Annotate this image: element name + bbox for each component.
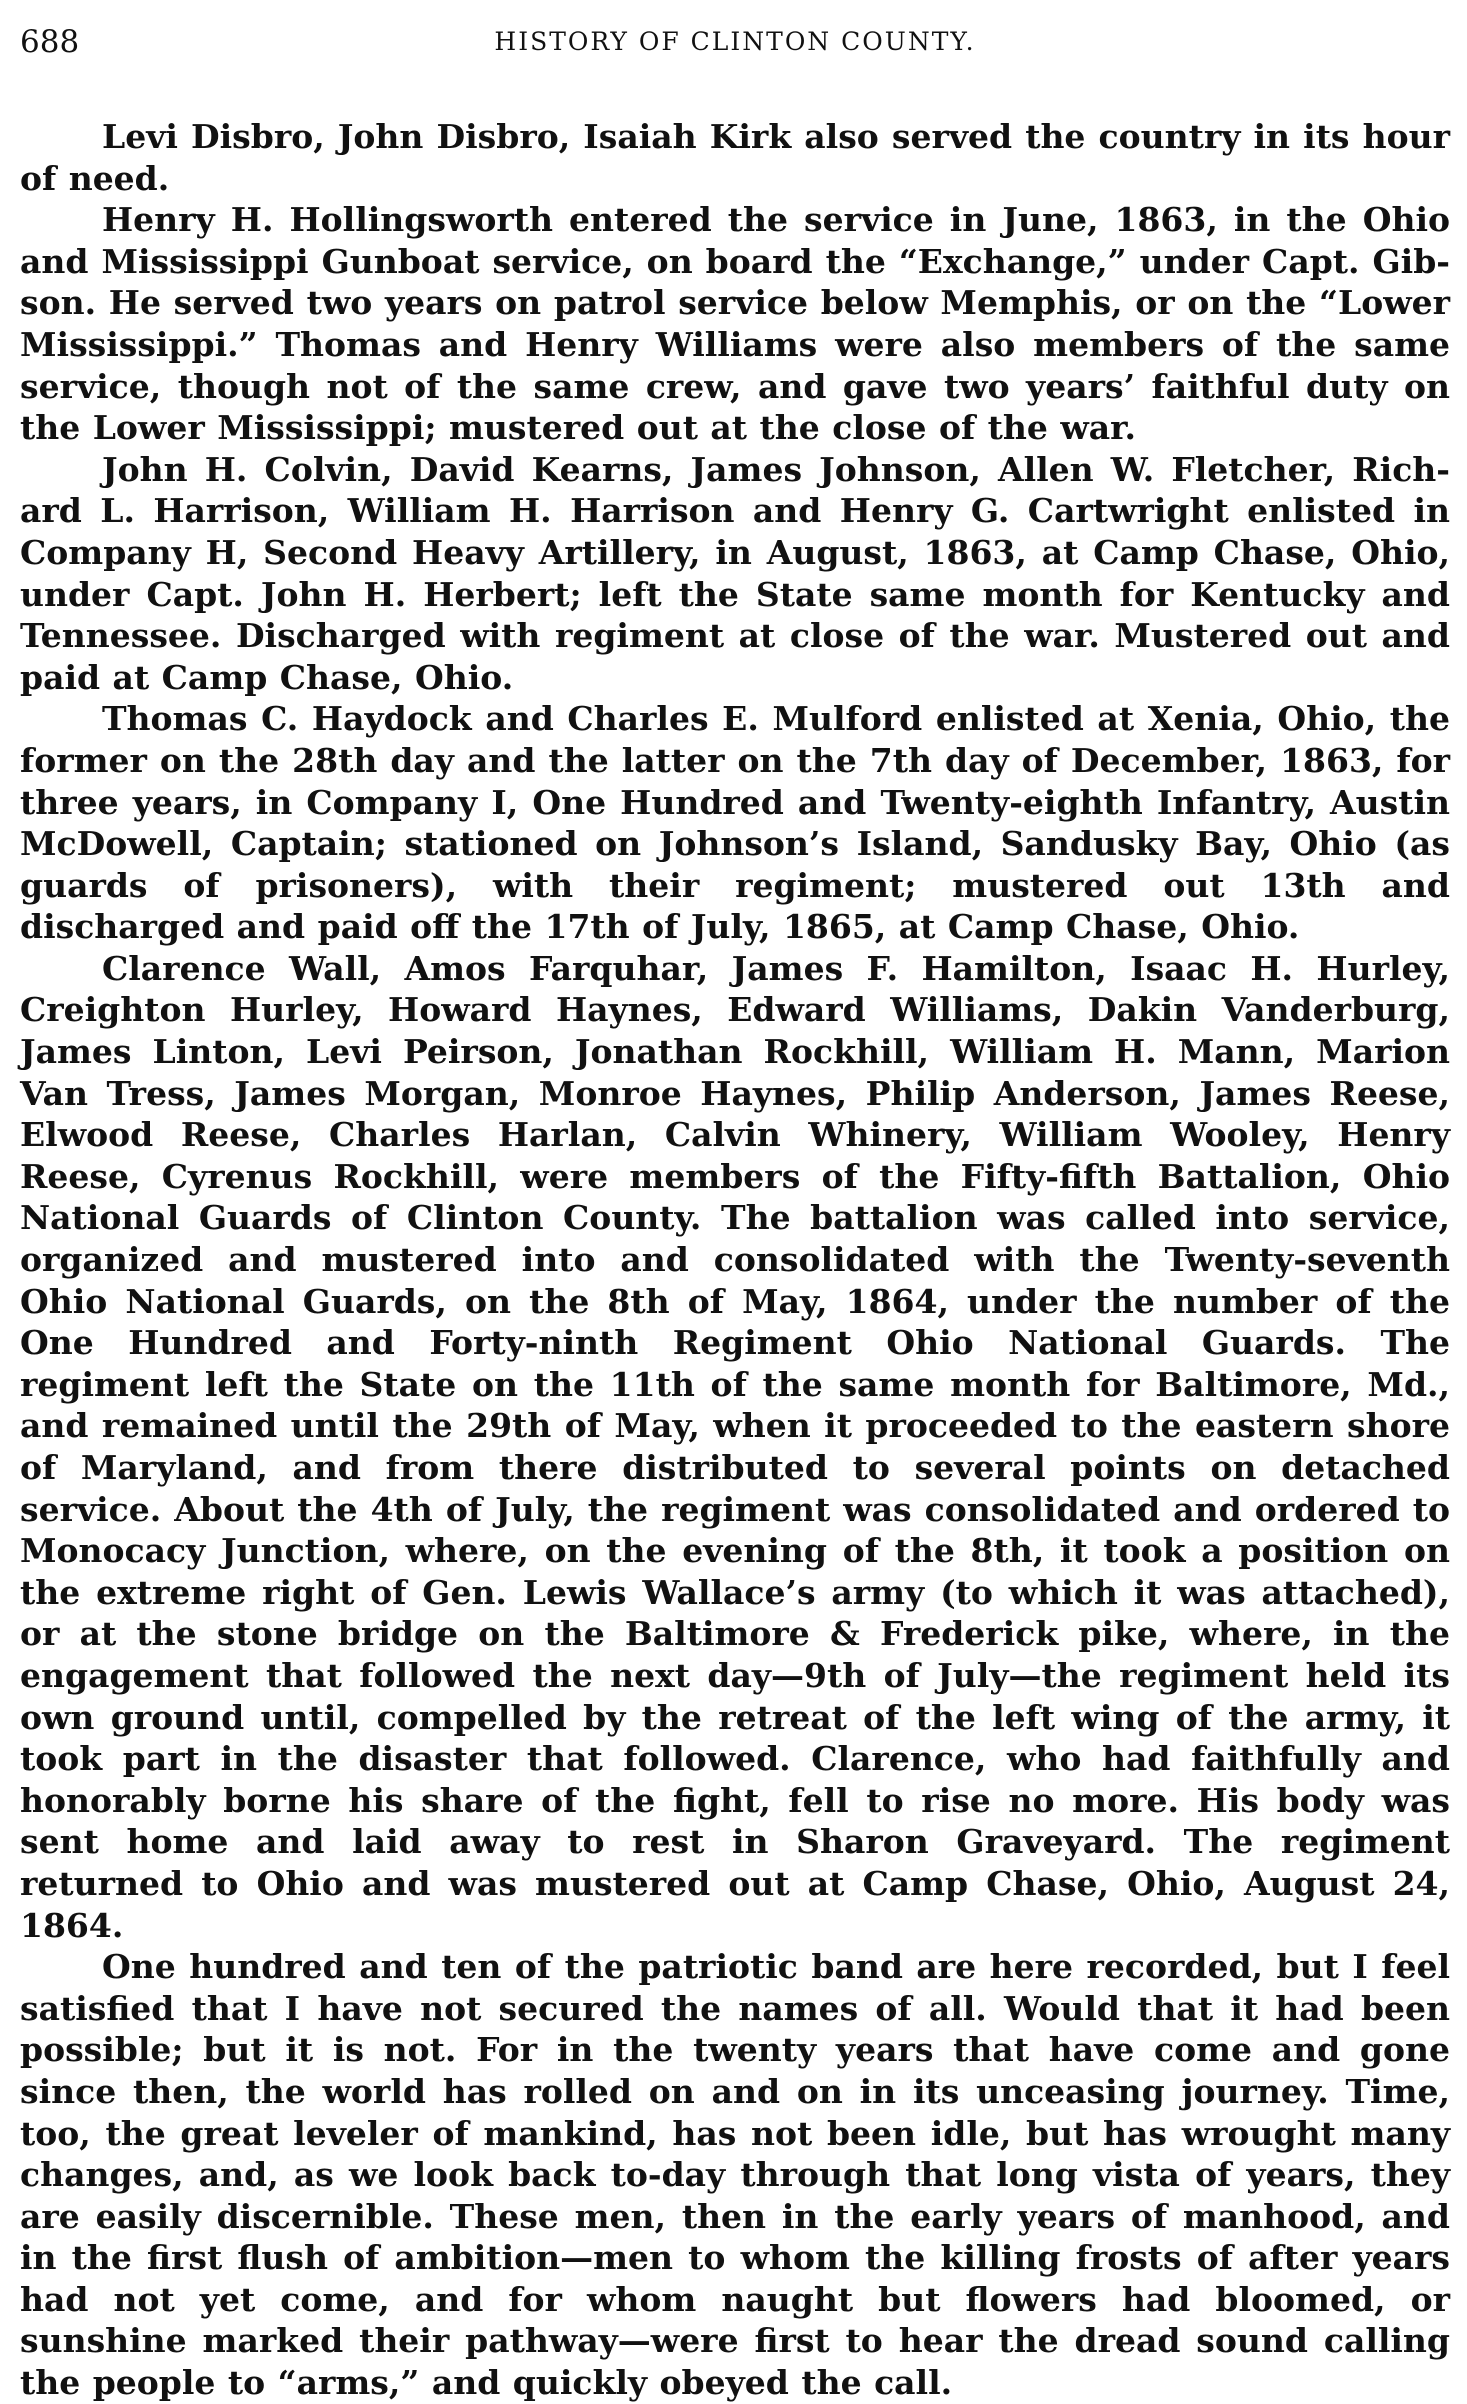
running-head-title: HISTORY OF CLINTON COUNTY. <box>494 27 976 56</box>
book-page <box>20 14 1450 2403</box>
paragraph-johnsons-island: Thomas C. Haydock and Charles E. Mulford enlisted at Xenia, Ohio, the former on the 28th day and the latter on the 7th day of December, 1863, for three years, in Company I, One Hundred and Twenty-eighth Infantry, Austin McDowell, Captain; stationed on Johnson’s Island, Sandusky Bay, Ohio (as guards of prisoners), with their regiment; mustered out 13th and discharged and paid off the 17th of July, 1865, at Camp Chase, Ohio. <box>20 699 1450 947</box>
running-head <box>20 14 1450 70</box>
body-text <box>20 116 1450 2404</box>
paragraph-patriotic-band: One hundred and ten of the patriotic band are here recorded, but I feel satisfied that I have not secured the names of all. Would that it had been possible; but it is not. For in the twenty years that have come and gone since then, the world has rolled on and on in its unceasing journey. Time, too, the great leveler of mankind, has not been idle, but has wrought many changes, and, as we look back to-day through that long vista of years, they are easily discernible. These men, then in the early years of manhood, and in the first flush of ambition—men to whom the killing frosts of after years had not yet come, and for whom naught but flowers had bloomed, or sunshine marked their pathway—were first to hear the dread sound calling the people to “arms,” and quickly obeyed the call. <box>20 1947 1450 2403</box>
paragraph-heavy-artillery: John H. Colvin, David Kearns, James Johnson, Allen W. Fletcher, Richard L. Harrison, William H. Harrison and Henry G. Cartwright enlisted in Company H, Second Heavy Artillery, in August, 1863, at Camp Chase, Ohio, under Capt. John H. Herbert; left the State same month for Kentucky and Tennessee. Discharged with regiment at close of the war. Mustered out and paid at Camp Chase, Ohio. <box>20 449 1450 697</box>
paragraph-fifty-fifth-battalion: Clarence Wall, Amos Farquhar, James F. Hamilton, Isaac H. Hurley, Creighton Hurley, Howard Haynes, Edward Williams, Dakin Vanderburg, James Linton, Levi Peirson, Jonathan Rockhill, William H. Mann, Marion Van Tress, James Morgan, Monroe Haynes, Philip Anderson, James Reese, Elwood Reese, Charles Harlan, Calvin Whinery, William Wooley, Henry Reese, Cyrenus Rockhill, were members of the Fifty-fifth Battalion, Ohio National Guards of Clinton County. The battalion was called into service, organized and mustered into and consolidated with the Twenty-seventh Ohio National Guards, on the 8th of May, 1864, under the number of the One Hundred and Forty-ninth Regiment Ohio National Guards. The regiment left the State on the 11th of the same month for Baltimore, Md., and remained until the 29th of May, when it proceeded to the eastern shore of Maryland, and from there distributed to several points on detached service. About the 4th of July, the regiment was consolidated and ordered to Monocacy Junction, where, on the evening of the 8th, it took a position on the extreme right of Gen. Lewis Wallace’s army (to which it was attached), or at the stone bridge on the Baltimore & Frederick pike, where, in the engagement that followed the next day—9th of July—the regiment held its own ground until, compelled by the retreat of the left wing of the army, it took part in the disaster that followed. Clarence, who had faithfully and honorably borne his share of the fight, fell to rise no more. His body was sent home and laid away to rest in Sharon Graveyard. The regiment returned to Ohio and was mustered out at Camp Chase, Ohio, August 24, 1864. <box>20 948 1450 1945</box>
page-number: 688 <box>20 24 80 60</box>
paragraph-gunboat-service: Henry H. Hollingsworth entered the service in June, 1863, in the Ohio and Mississippi Gunboat service, on board the “Exchange,” under Capt. Gibson. He served two years on patrol service below Memphis, or on the “Lower Mississippi.” Thomas and Henry Williams were also members of the same service, though not of the same crew, and gave two years’ faithful duty on the Lower Mississippi; mustered out at the close of the war. <box>20 200 1450 448</box>
paragraph-disbro-kirk: Levi Disbro, John Disbro, Isaiah Kirk also served the country in its hour of need. <box>20 117 1450 198</box>
